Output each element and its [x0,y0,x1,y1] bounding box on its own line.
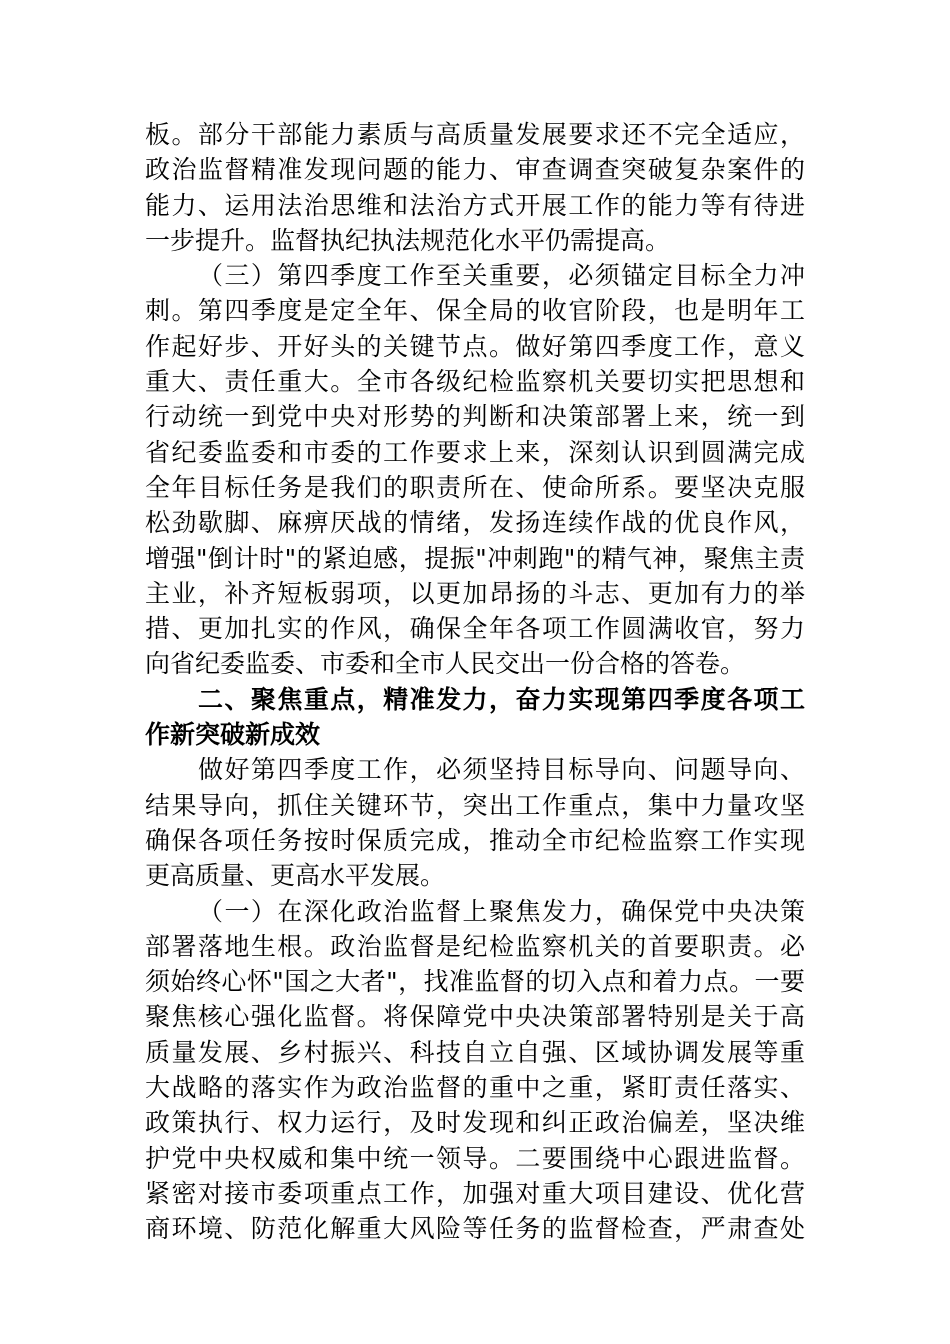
paragraph-continuation [145,117,805,258]
text-line: （三）第四季度工作至关重要，必须锚定目标全力冲 [198,261,805,291]
text-line: 一步提升。监督执纪执法规范化水平仍需提高。 [145,225,671,255]
text-line: 主业，补齐短板弱项，以更加昂扬的斗志、更加有力的举 [145,578,805,608]
text-line: 松劲歇脚、麻痹厌战的情绪，发扬连续作战的优良作风， [145,508,805,538]
text-line: 措、更加扎实的作风，确保全年各项工作圆满收官，努力 [145,614,805,644]
text-line: 作起好步、开好头的关键节点。做好第四季度工作，意义 [145,331,805,361]
text-line: 重大、责任重大。全市各级纪检监察机关要切实把思想和 [145,367,805,397]
text-line: 省纪委监委和市委的工作要求上来，深刻认识到圆满完成 [145,437,805,467]
text-line: 行动统一到党中央对形势的判断和决策部署上来，统一到 [145,402,805,432]
text-line: 向省纪委监委、市委和全市人民交出一份合格的答卷。 [145,649,746,679]
text-line: 结果导向，抓住关键环节，突出工作重点，集中力量攻坚 [145,790,805,820]
text-line: 质量发展、乡村振兴、科技自立自强、区域协调发展等重 [145,1037,805,1067]
text-line: 政治监督精准发现问题的能力、审查调查突破复杂案件的 [145,155,805,185]
heading-line: 作新突破新成效 [145,720,321,750]
text-line: 部署落地生根。政治监督是纪检监察机关的首要职责。必 [145,931,805,961]
text-line: 能力、运用法治思维和法治方式开展工作的能力等有待进 [145,190,805,220]
paragraph-intro [145,752,805,893]
text-line: 全年目标任务是我们的职责所在、使命所系。要坚决克服 [145,472,805,502]
text-line: 更高质量、更高水平发展。 [145,861,446,891]
text-line: 政策执行、权力运行，及时发现和纠正政治偏差，坚决维 [145,1108,805,1138]
text-line: 商环境、防范化解重大风险等任务的监督检查，严肃查处 [145,1214,805,1244]
section-heading [145,682,805,753]
text-line: 紧密对接市委项重点工作，加强对重大项目建设、优化营 [145,1178,805,1208]
heading-line: 二、聚焦重点，精准发力，奋力实现第四季度各项工 [198,684,805,714]
text-line: 做好第四季度工作，必须坚持目标导向、问题导向、 [198,755,805,785]
text-line: 增强"倒计时"的紧迫感，提振"冲刺跑"的精气神，聚焦主责 [145,543,805,573]
text-line: 聚焦核心强化监督。将保障党中央决策部署特别是关于高 [145,1002,805,1032]
paragraph-section-one [145,894,805,1247]
text-line: 大战略的落实作为政治监督的重中之重，紧盯责任落实、 [145,1073,805,1103]
text-line: 板。部分干部能力素质与高质量发展要求还不完全适应， [145,120,805,149]
text-line: 须始终心怀"国之大者"，找准监督的切入点和着力点。一要 [145,967,805,997]
paragraph-section-three [145,258,805,682]
text-line: 刺。第四季度是定全年、保全局的收官阶段，也是明年工 [145,296,805,326]
text-line: 护党中央权威和集中统一领导。二要围绕中心跟进监督。 [145,1143,805,1173]
text-line: 确保各项任务按时保质完成，推动全市纪检监察工作实现 [145,825,805,855]
text-line: （一）在深化政治监督上聚焦发力，确保党中央决策 [198,896,805,926]
document-body [145,117,805,1247]
